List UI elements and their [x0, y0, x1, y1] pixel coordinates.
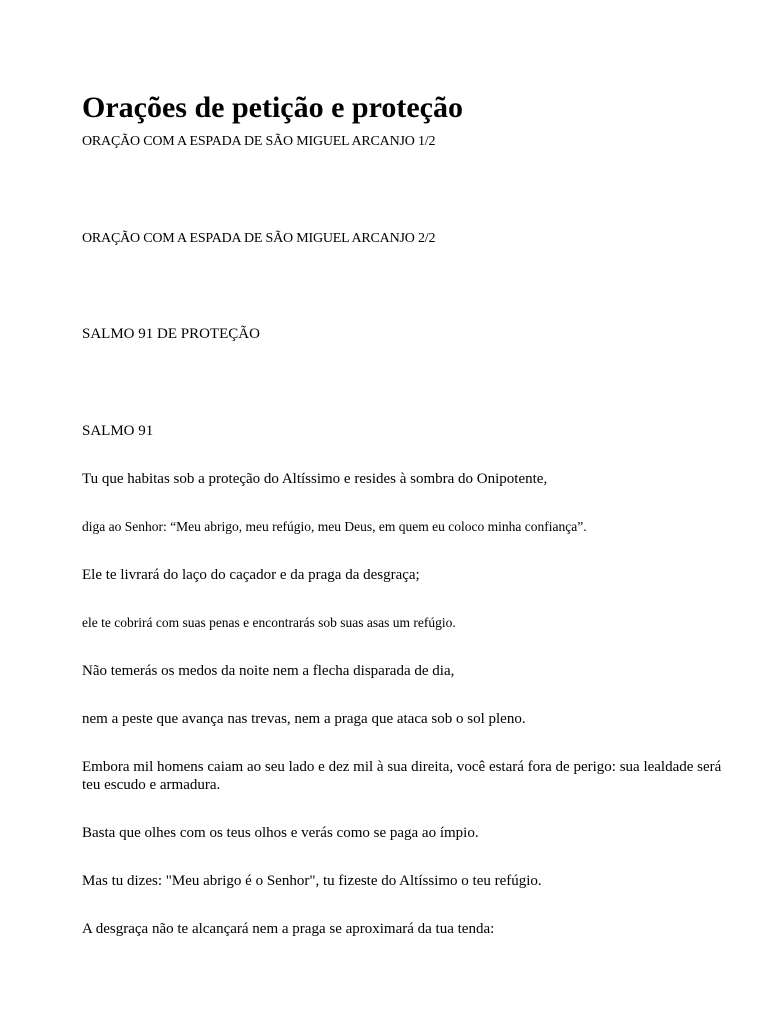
verse-line: Basta que olhes com os teus olhos e verás como se paga ao ímpio.	[82, 825, 479, 841]
verse-line: Não temerás os medos da noite nem a flecha disparada de dia,	[82, 663, 455, 679]
verse-line: ele te cobrirá com suas penas e encontrarás sob suas asas um refúgio.	[82, 615, 456, 630]
section-heading-oracao-1: ORAÇÃO COM A ESPADA DE SÃO MIGUEL ARCANJO 1/2	[82, 134, 436, 149]
verse-line: nem a peste que avança nas trevas, nem a praga que ataca sob o sol pleno.	[82, 711, 526, 727]
verse-line: diga ao Senhor: “Meu abrigo, meu refúgio, meu Deus, em quem eu coloco minha confiança”.	[82, 519, 587, 534]
verse-line: Embora mil homens caiam ao seu lado e dez mil à sua direita, você estará fora de perigo: sua lealdade será teu escudo e armadura.	[82, 759, 722, 793]
verse-line: Mas tu dizes: "Meu abrigo é o Senhor", tu fizeste do Altíssimo o teu refúgio.	[82, 873, 542, 889]
page-title: Orações de petição e proteção	[82, 91, 463, 124]
section-heading-salmo-91-protecao: SALMO 91 DE PROTEÇÃO	[82, 326, 260, 342]
section-heading-salmo-91: SALMO 91	[82, 423, 154, 439]
section-heading-oracao-2: ORAÇÃO COM A ESPADA DE SÃO MIGUEL ARCANJO 2/2	[82, 231, 436, 246]
verse-line: Tu que habitas sob a proteção do Altíssimo e resides à sombra do Onipotente,	[82, 471, 548, 487]
verse-line: Ele te livrará do laço do caçador e da praga da desgraça;	[82, 567, 420, 583]
verse-line: A desgraça não te alcançará nem a praga se aproximará da tua tenda:	[82, 921, 495, 937]
